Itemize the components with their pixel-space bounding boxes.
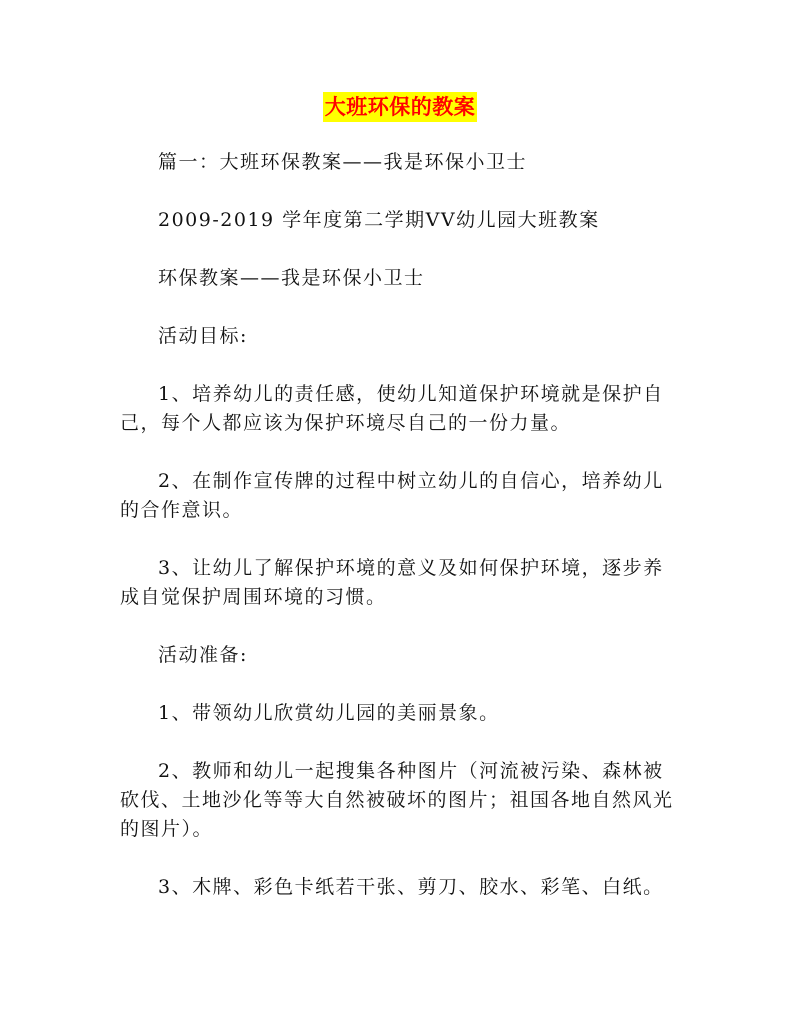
paragraph-prep-1: 1、带领幼儿欣赏幼儿园的美丽景象。 — [158, 702, 500, 724]
paragraph-section-heading: 篇一：大班环保教案——我是环保小卫士 — [158, 151, 528, 173]
paragraph-prep-3: 3、木牌、彩色卡纸若干张、剪刀、胶水、彩笔、白纸。 — [158, 876, 664, 898]
paragraph-goal-3: 3、让幼儿了解保护环境的意义及如何保护环境，逐步养成自觉保护周围环境的习惯。 — [120, 557, 664, 608]
title-container — [0, 92, 800, 122]
paragraph-school-year: 2009-2019 学年度第二学期VV幼儿园大班教案 — [158, 209, 600, 231]
paragraph-prep-2: 2、教师和幼儿一起搜集各种图片（河流被污染、森林被砍伐、土地沙化等等大自然被破坏的图片；祖国各地自然风光的图片）。 — [120, 760, 674, 840]
paragraph-goal-1: 1、培养幼儿的责任感，使幼儿知道保护环境就是保护自己，每个人都应该为保护环境尽自己的一份力量。 — [120, 383, 664, 434]
paragraph-lesson-title: 环保教案——我是环保小卫士 — [158, 267, 425, 289]
paragraph-prep-heading: 活动准备: — [158, 644, 248, 666]
document-body — [120, 148, 680, 931]
paragraph-goal-2: 2、在制作宣传牌的过程中树立幼儿的自信心，培养幼儿的合作意识。 — [120, 470, 664, 521]
paragraph-goals-heading: 活动目标: — [158, 325, 248, 347]
document-title: 大班环保的教案 — [323, 92, 478, 122]
